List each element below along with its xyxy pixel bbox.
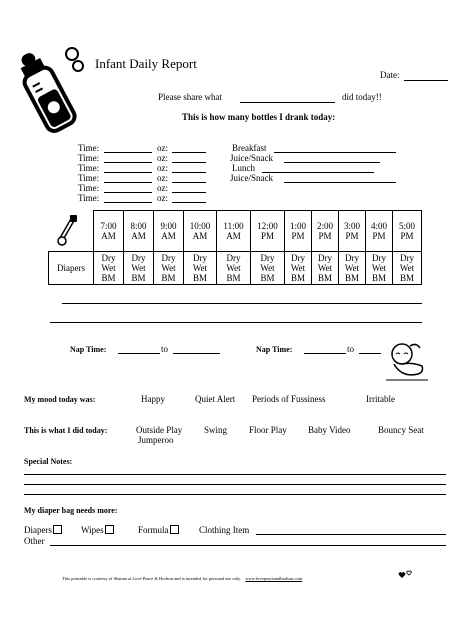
activity-option-outside-play[interactable]: Outside Play xyxy=(136,425,183,435)
other-field[interactable] xyxy=(50,545,446,546)
diaper-cell[interactable]: Dry Wet BM xyxy=(251,252,285,285)
checkbox[interactable] xyxy=(170,525,179,534)
oz-field[interactable] xyxy=(172,172,206,173)
lunch-field[interactable] xyxy=(262,172,374,173)
time-slot-header: 12:00 PM xyxy=(251,211,285,252)
oz-field[interactable] xyxy=(172,152,206,153)
comment-line[interactable] xyxy=(50,322,422,323)
oz-label: oz: xyxy=(157,143,168,153)
diaper-bag-item-formula[interactable]: Formula xyxy=(138,525,179,535)
mood-option-irritable[interactable]: Irritable xyxy=(366,394,395,404)
activities-label: This is what I did today: xyxy=(24,426,108,435)
time-label: Time: xyxy=(78,193,100,203)
special-notes-label: Special Notes: xyxy=(24,457,73,466)
time-slot-header: 4:00 PM xyxy=(366,211,393,252)
comment-line[interactable] xyxy=(62,303,422,304)
time-label: Time: xyxy=(78,143,100,153)
nap-end-field[interactable] xyxy=(359,353,381,354)
time-field[interactable] xyxy=(104,152,152,153)
hearts-decoration-icon xyxy=(398,568,414,580)
time-field[interactable] xyxy=(104,192,152,193)
diaper-cell[interactable]: Dry Wet BM xyxy=(217,252,251,285)
diaper-cell[interactable]: Dry Wet BM xyxy=(184,252,217,285)
mood-option-quiet-alert[interactable]: Quiet Alert xyxy=(195,394,236,404)
notes-line[interactable] xyxy=(24,474,446,475)
checkbox[interactable] xyxy=(53,525,62,534)
diaper-bag-item-wipes[interactable]: Wipes xyxy=(81,525,114,535)
oz-label: oz: xyxy=(157,163,168,173)
share-prefix: Please share what xyxy=(158,92,222,102)
nap-start-field[interactable] xyxy=(118,353,160,354)
oz-label: oz: xyxy=(157,183,168,193)
activity-option-floor-play[interactable]: Floor Play xyxy=(249,425,287,435)
diaper-cell[interactable]: Dry Wet BM xyxy=(285,252,312,285)
diaper-cell[interactable]: Dry Wet BM xyxy=(94,252,124,285)
diaper-cell[interactable]: Dry Wet BM xyxy=(154,252,184,285)
oz-label: oz: xyxy=(157,153,168,163)
nap-to-label: to xyxy=(161,344,169,354)
bottles-heading: This is how many bottles I drank today: xyxy=(182,112,336,122)
oz-field[interactable] xyxy=(172,192,206,193)
time-slot-header: 1:00 PM xyxy=(285,211,312,252)
time-field[interactable] xyxy=(104,172,152,173)
oz-field[interactable] xyxy=(172,202,206,203)
oz-field[interactable] xyxy=(172,162,206,163)
clothing-item-field[interactable] xyxy=(256,534,446,535)
time-slot-header: 3:00 PM xyxy=(339,211,366,252)
mood-label: My mood today was: xyxy=(24,395,96,404)
diaper-bag-item-diapers[interactable]: Diapers xyxy=(24,525,62,535)
activity-option-bouncy-seat[interactable]: Bouncy Seat xyxy=(378,425,424,435)
page-title: Infant Daily Report xyxy=(95,56,197,71)
nap-time-label: Nap Time: xyxy=(70,345,107,354)
meal-label-juice-snack: Juice/Snack xyxy=(230,173,273,183)
sleeping-baby-icon xyxy=(382,340,432,386)
oz-label: oz: xyxy=(157,173,168,183)
time-slot-header: 8:00 AM xyxy=(124,211,154,252)
baby-bottle-icon xyxy=(20,38,86,138)
footer-text: This printable is courtesy of Shanna at Love Peace & Hodson and is intended for personal use only. xyxy=(62,576,242,581)
juice-snack-pm-field[interactable] xyxy=(284,182,396,183)
date-field[interactable] xyxy=(404,80,448,81)
time-label: Time: xyxy=(78,183,100,193)
time-slot-header: 10:00 AM xyxy=(184,211,217,252)
time-label: Time: xyxy=(78,173,100,183)
share-suffix: did today!! xyxy=(342,92,382,102)
activity-option-baby-video[interactable]: Baby Video xyxy=(308,425,351,435)
time-slot-header: 9:00 AM xyxy=(154,211,184,252)
diapers-label: Diapers xyxy=(49,252,94,285)
diaper-bag-label: My diaper bag needs more: xyxy=(24,506,118,515)
time-slot-header: 11:00 AM xyxy=(217,211,251,252)
time-slot-header: 2:00 PM xyxy=(312,211,339,252)
diaper-cell[interactable]: Dry Wet BM xyxy=(393,252,422,285)
diaper-row xyxy=(49,252,422,285)
time-field[interactable] xyxy=(104,202,152,203)
time-slot-header: 5:00 PM xyxy=(393,211,422,252)
checkbox[interactable] xyxy=(105,525,114,534)
notes-line[interactable] xyxy=(24,484,446,485)
breakfast-field[interactable] xyxy=(274,152,396,153)
diaper-cell[interactable]: Dry Wet BM xyxy=(339,252,366,285)
time-label: Time: xyxy=(78,153,100,163)
footer xyxy=(62,576,302,581)
diaper-schedule-table xyxy=(48,210,422,285)
time-field[interactable] xyxy=(104,162,152,163)
mood-option-periods-of-fussiness[interactable]: Periods of Fussiness xyxy=(252,394,326,404)
juice-snack-am-field[interactable] xyxy=(284,162,380,163)
footer-link[interactable]: www.lovepeaceandhodson.com xyxy=(245,576,303,581)
mood-option-happy[interactable]: Happy xyxy=(141,394,165,404)
meal-label-breakfast: Breakfast xyxy=(232,143,267,153)
nap-end-field[interactable] xyxy=(173,353,220,354)
oz-field[interactable] xyxy=(172,182,206,183)
child-name-field[interactable] xyxy=(240,102,335,103)
time-slot-header: 7:00 AM xyxy=(94,211,124,252)
activity-option-swing[interactable]: Swing xyxy=(204,425,228,435)
nap-time-label: Nap Time: xyxy=(256,345,293,354)
diaper-cell[interactable]: Dry Wet BM xyxy=(366,252,393,285)
time-field[interactable] xyxy=(104,182,152,183)
nap-to-label: to xyxy=(347,344,355,354)
nap-start-field[interactable] xyxy=(304,353,346,354)
diaper-cell[interactable]: Dry Wet BM xyxy=(312,252,339,285)
oz-label: oz: xyxy=(157,193,168,203)
meal-label-juice-snack: Juice/Snack xyxy=(230,153,273,163)
schedule-header-row xyxy=(49,211,422,252)
diaper-cell[interactable]: Dry Wet BM xyxy=(124,252,154,285)
activity-option-jumperoo[interactable]: Jumperoo xyxy=(138,435,174,445)
diaper-bag-item-clothing: Clothing Item xyxy=(199,525,250,535)
notes-line[interactable] xyxy=(24,494,446,495)
other-label: Other xyxy=(24,536,45,546)
meal-label-lunch: Lunch xyxy=(232,163,255,173)
time-label: Time: xyxy=(78,163,100,173)
date-label: Date: xyxy=(380,70,400,80)
